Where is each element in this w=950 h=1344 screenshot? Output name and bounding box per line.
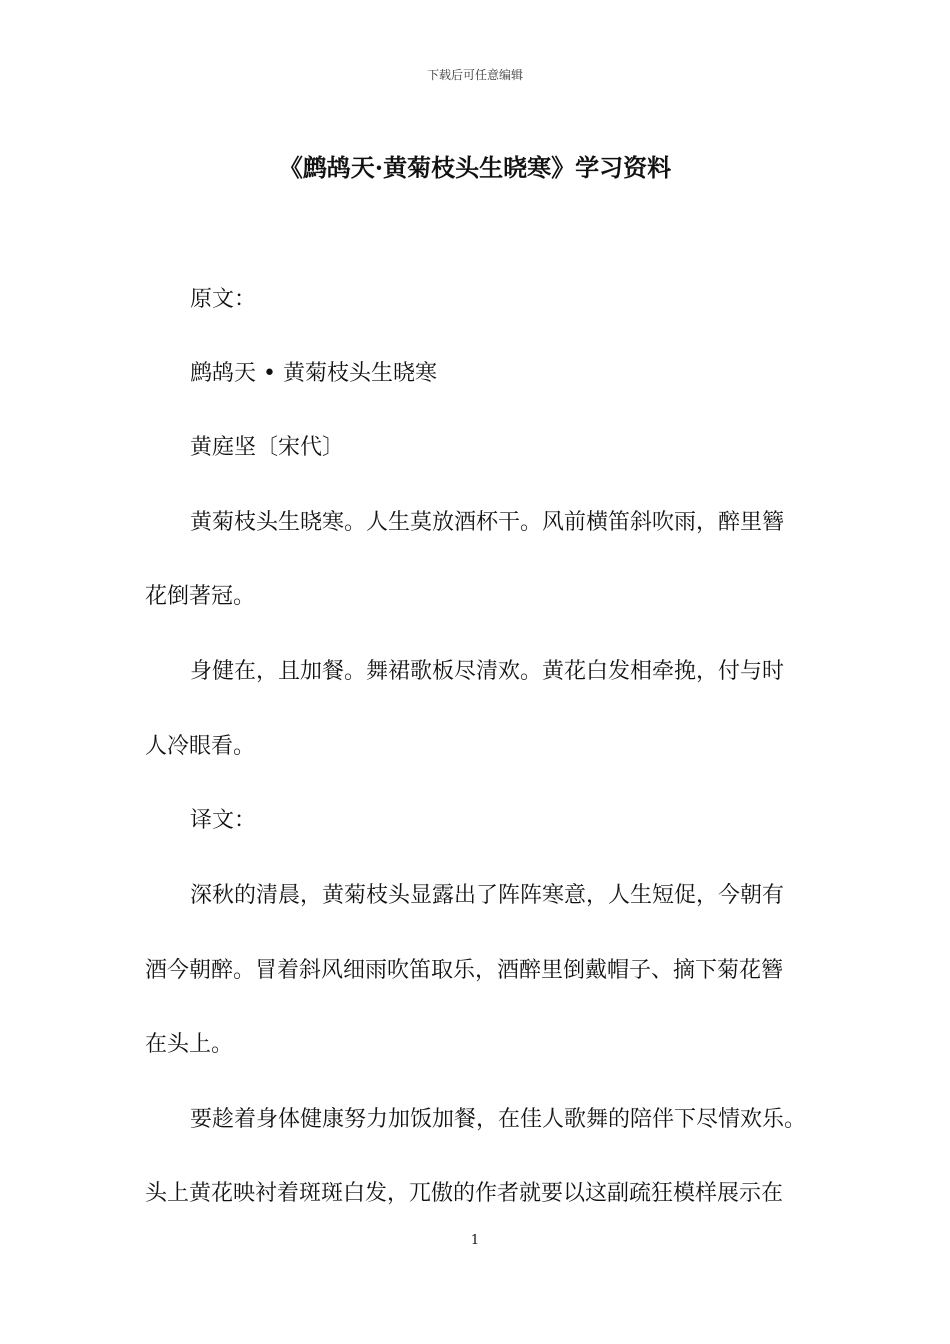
paragraph-line: 身健在，且加餐。舞裙歌板尽清欢。黄花白发相牵挽，付与时: [190, 659, 785, 684]
section-heading-original: 原文：: [190, 287, 257, 312]
paragraph-line: 人冷眼看。: [145, 734, 256, 759]
page-number: 1: [470, 1233, 480, 1248]
section-heading-translation: 译文：: [190, 808, 257, 833]
paragraph-line: 在头上。: [145, 1032, 234, 1057]
paragraph-line: 黄菊枝头生晓寒。人生莫放酒杯干。风前横笛斜吹雨，醉里簪: [190, 510, 785, 535]
header-note: 下载后可任意编辑: [426, 68, 523, 82]
poem-title: 鹧鸪天 • 黄菊枝头生晓寒: [190, 361, 437, 386]
paragraph-line: 要趁着身体健康努力加饭加餐，在佳人歌舞的陪伴下尽情欢乐。: [190, 1107, 807, 1132]
paragraph-line: 花倒著冠。: [145, 584, 256, 609]
paragraph-line: 头上黄花映衬着斑斑白发，兀傲的作者就要以这副疏狂模样展示在: [145, 1181, 784, 1206]
paragraph-line: 酒今朝醉。冒着斜风细雨吹笛取乐，酒醉里倒戴帽子、摘下菊花簪: [145, 958, 784, 983]
paragraph-line: 深秋的清晨，黄菊枝头显露出了阵阵寒意，人生短促，今朝有: [190, 883, 785, 908]
document-title: 《鹧鸪天·黄菊枝头生晓寒》学习资料: [278, 153, 672, 182]
poem-author: 黄庭坚〔宋代〕: [190, 435, 345, 460]
